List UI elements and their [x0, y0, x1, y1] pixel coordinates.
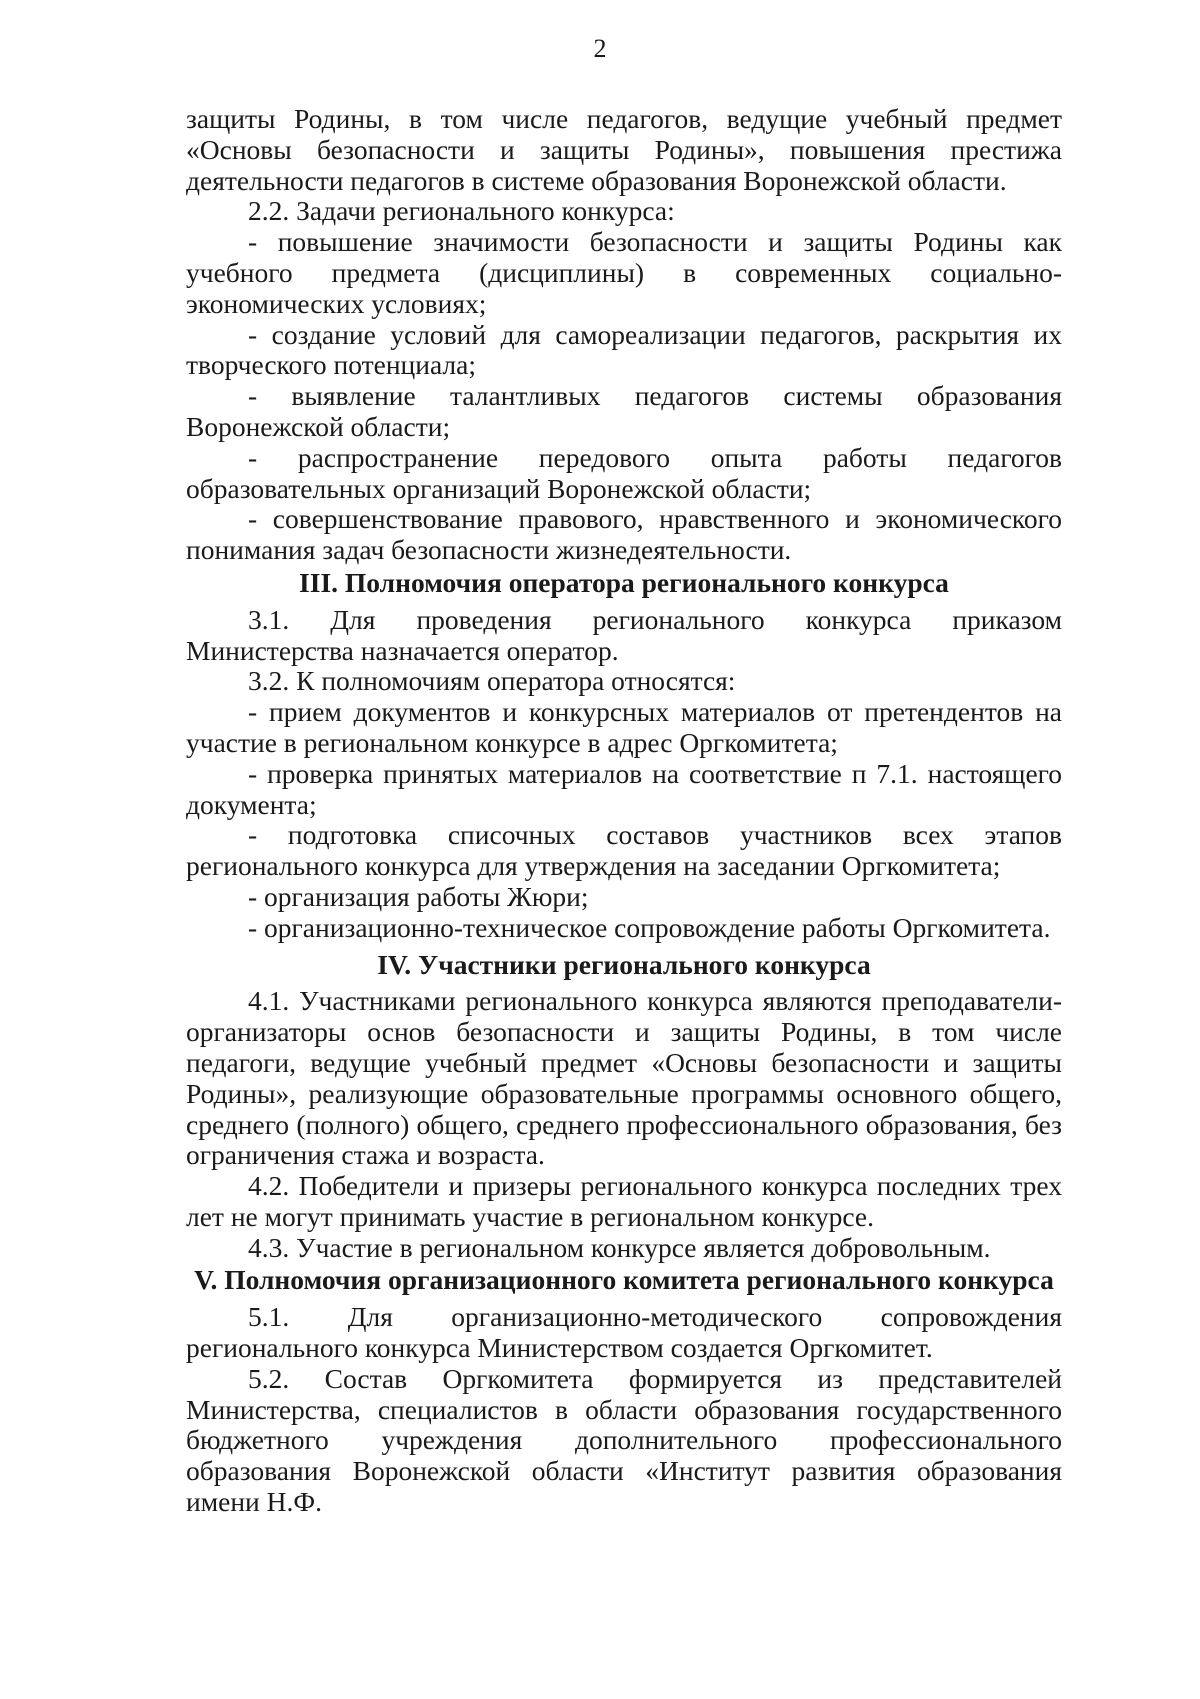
- list-item-power: - проверка принятых материалов на соответствие п 7.1. настоящего документа;: [186, 757, 1062, 820]
- list-item-task: - повышение значимости безопасности и защиты Родины как учебного предмета (дисциплины) в современных социально-экономических условиях;: [186, 226, 1062, 319]
- section-heading-v: V. Полномочия организационного комитета регионального конкурса: [194, 1264, 1054, 1296]
- list-item-task: - выявление талантливых педагогов системы образования Воронежской области;: [186, 380, 1062, 442]
- paragraph-4-2: 4.2. Победители и призеры регионального конкурса последних трех лет не могут принимать участие в региональном конкурсе.: [186, 1170, 1062, 1232]
- list-item-task: - распространение передового опыта работы педагогов образовательных организаций Воронежской области;: [186, 441, 1062, 504]
- list-item-power: - организационно-техническое сопровождение работы Оргкомитета.: [248, 911, 1051, 943]
- list-item-power: - организация работы Жюри;: [248, 880, 589, 912]
- paragraph-4-3: 4.3. Участие в региональном конкурсе является добровольным.: [248, 1231, 991, 1263]
- paragraph-intro: защиты Родины, в том числе педагогов, ведущие учебный предмет «Основы безопасности и защиты Родины», повышения престижа деятельности педагогов в системе образования Воронежской области.: [186, 103, 1062, 196]
- list-item-task: - совершенствование правового, нравственного и экономического понимания задач безопасности жизнедеятельности.: [186, 503, 1062, 566]
- paragraph-3-1: 3.1. Для проведения регионального конкурса приказом Министерства назначается оператор.: [186, 603, 1062, 666]
- paragraph-5-2: 5.2. Состав Оргкомитета формируется из представителей Министерства, специалистов в области образования государственного бюджетного учреждения дополнительного профессионального образования Воронежской области «Институт развития образования имени Н.Ф.: [186, 1362, 1062, 1518]
- paragraph-4-1: 4.1. Участниками регионального конкурса являются преподаватели-организаторы основ безопасности и защиты Родины, в том числе педагоги, ведущие учебный предмет «Основы безопасности и защиты Родины», реализующие образовательные программы основного общего, среднего (полного) общего, среднего профессионального образования, без ограничения стажа и возраста.: [186, 985, 1062, 1171]
- list-item-power: - подготовка списочных составов участников всех этапов регионального конкурса для утверждения на заседании Оргкомитета;: [186, 819, 1062, 882]
- paragraph-5-1: 5.1. Для организационно-методического сопровождения регионального конкурса Министерством создается Оргкомитет.: [186, 1301, 1062, 1364]
- document-body: [186, 104, 1062, 1518]
- section-heading-iii: III. Полномочия оператора регионального конкурса: [299, 566, 949, 598]
- paragraph-2-2: 2.2. Задачи регионального конкурса:: [248, 195, 675, 227]
- paragraph-3-2: 3.2. К полномочиям оператора относятся:: [248, 665, 736, 697]
- list-item-power: - прием документов и конкурсных материалов от претендентов на участие в региональном конкурсе в адрес Оргкомитета;: [186, 696, 1062, 758]
- list-item-task: - создание условий для самореализации педагогов, раскрытия их творческого потенциала;: [186, 318, 1062, 381]
- page-number: 2: [593, 34, 607, 63]
- section-heading-iv: IV. Участники регионального конкурса: [377, 948, 871, 980]
